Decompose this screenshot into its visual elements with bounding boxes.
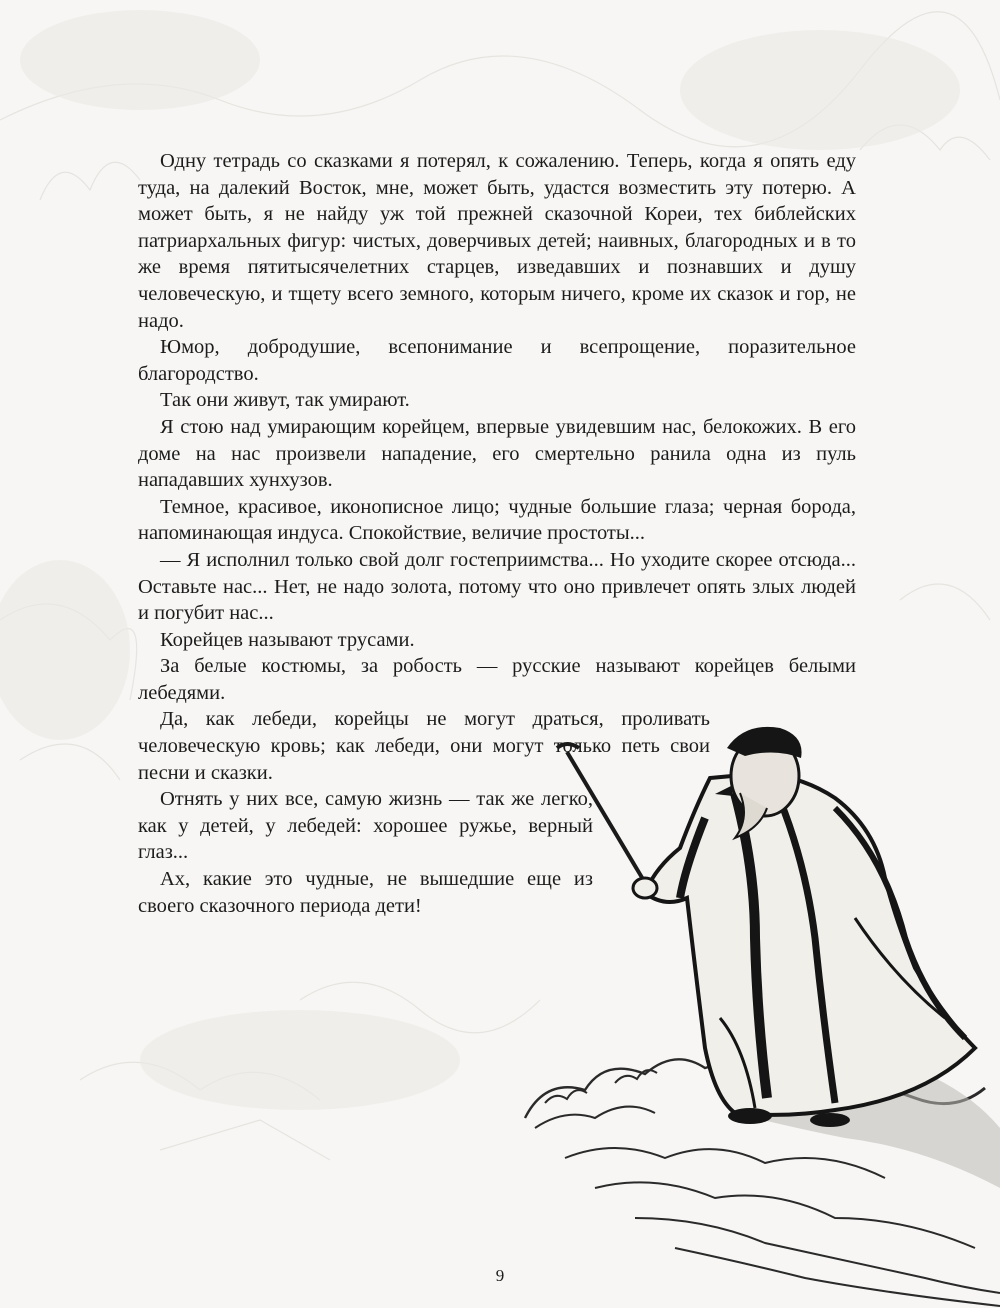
paragraph: Ах, какие это чудные, не вышедшие еще из своего сказочного периода дети! bbox=[138, 868, 593, 917]
paragraph: Да, как лебеди, корейцы не могут драться, проливать человеческую кровь; как лебеди, они могут только петь свои песни и сказки. bbox=[138, 708, 710, 784]
paragraph: Одну тетрадь со сказками я потерял, к сожалению. Теперь, когда я опять еду туда, на далекий Восток, мне, может быть, удастся возместить эту потерю. А может быть, я не найду уж той прежней сказочной Кореи, тех библейских патриархальных фигур: чистых, доверчивых детей; наивных, благородных и в то же время пятитысячелетних старцев, изведавших и познавших и душу человеческую, и тщету всего земного, которым ничего, кроме их сказок и гор, не надо. bbox=[138, 150, 856, 332]
paragraph: Отнять у них все, самую жизнь — так же легко, как у детей, у лебедей: хорошее ружье, верный глаз... bbox=[138, 788, 593, 864]
paragraph: За белые костюмы, за робость — русские называют корейцев белыми лебедями. bbox=[138, 655, 856, 704]
page-number: 9 bbox=[495, 1266, 505, 1285]
paragraph: Так они живут, так умирают. bbox=[160, 389, 410, 412]
paragraph: Я стою над умирающим корейцем, впервые увидевшим нас, белокожих. В его доме на нас произвели нападение, его смертельно ранила одна из пуль нападавших хунхузов. bbox=[138, 415, 856, 492]
paragraph: Корейцев называют трусами. bbox=[160, 628, 415, 651]
paragraph: Юмор, добродушие, всепонимание и всепрощение, поразительное благородство. bbox=[138, 336, 856, 385]
paragraph: — Я исполнил только свой долг гостеприимства... Но уходите скорее отсюда... Оставьте нас... Нет, не надо золота, потому что оно привлечет опять злых людей и погубит нас... bbox=[138, 548, 856, 625]
paragraph: Темное, красивое, иконописное лицо; чудные большие глаза; черная борода, напоминающая индуса. Спокойствие, величие простоты... bbox=[138, 495, 856, 545]
sage-with-staff-on-waves-icon bbox=[505, 718, 1000, 1308]
